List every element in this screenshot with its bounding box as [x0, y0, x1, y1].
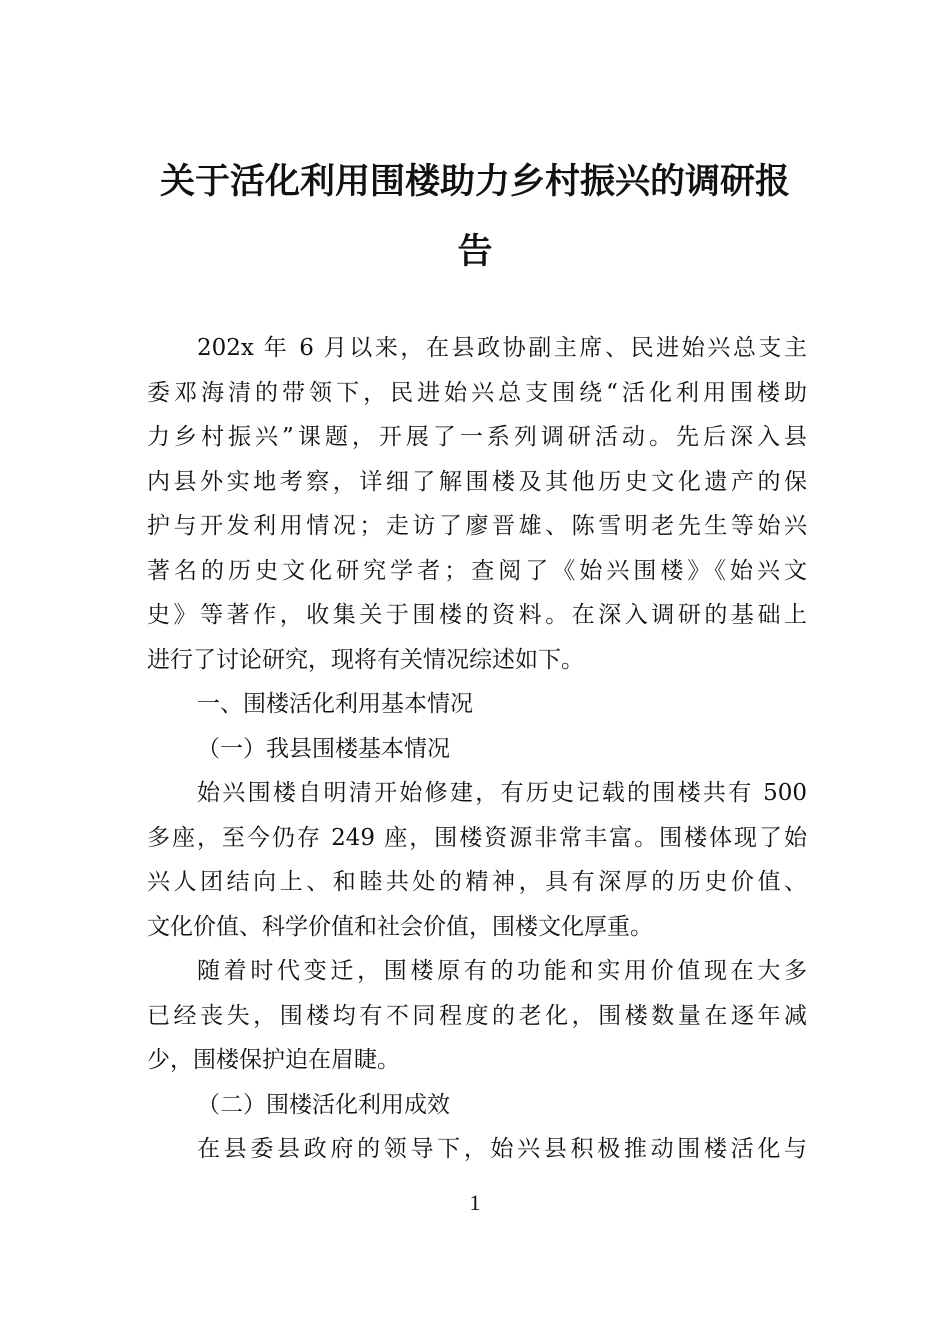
paragraph-line: 多座，至今仍存 249 座，围楼资源非常丰富。围楼体现了始 — [147, 824, 807, 851]
document-body — [147, 326, 807, 1172]
paragraph-line: 护与开发利用情况；走访了廖晋雄、陈雪明老先生等始兴 — [147, 513, 807, 539]
paragraph-line: 史》等著作，收集关于围楼的资料。在深入调研的基础上 — [147, 602, 807, 628]
paragraph-line: 内县外实地考察，详细了解围楼及其他历史文化遗产的保 — [147, 468, 807, 495]
paragraph-line: 兴人团结向上、和睦共处的精神，具有深厚的历史价值、 — [147, 869, 807, 895]
paragraph-line: 著名的历史文化研究学者；查阅了《始兴围楼》《始兴文 — [147, 557, 807, 584]
paragraph-line: 始兴围楼自明清开始修建，有历史记载的围楼共有 500 — [197, 780, 807, 806]
paragraph-line: 力乡村振兴”课题，开展了一系列调研活动。先后深入县 — [147, 424, 807, 450]
paragraph-line: 少，围楼保护迫在眉睫。 — [147, 1047, 400, 1073]
paragraph-line: 在县委县政府的领导下，始兴县积极推动围楼活化与 — [197, 1136, 807, 1162]
section-heading-2: （二）围楼活化利用成效 — [197, 1091, 450, 1118]
paragraph-line: 进行了讨论研究，现将有关情况综述如下。 — [147, 646, 584, 673]
section-heading-2: （一）我县围楼基本情况 — [197, 735, 450, 762]
paragraph-line: 委邓海清的带领下，民进始兴总支围绕“活化利用围楼助 — [147, 379, 807, 406]
document-title-line-1: 关于活化利用围楼助力乡村振兴的调研报 — [159, 162, 790, 202]
section-heading-1: 一、围楼活化利用基本情况 — [197, 691, 473, 717]
paragraph-line: 随着时代变迁，围楼原有的功能和实用价值现在大多 — [197, 958, 807, 984]
document-title-line-2: 告 — [457, 232, 493, 272]
paragraph-line: 文化价值、科学价值和社会价值，围楼文化厚重。 — [147, 913, 653, 940]
page-number: 1 — [469, 1190, 481, 1215]
paragraph-line: 202x 年 6 月以来，在县政协副主席、民进始兴总支主 — [197, 335, 807, 361]
paragraph-line: 已经丧失，围楼均有不同程度的老化，围楼数量在逐年减 — [147, 1002, 807, 1029]
